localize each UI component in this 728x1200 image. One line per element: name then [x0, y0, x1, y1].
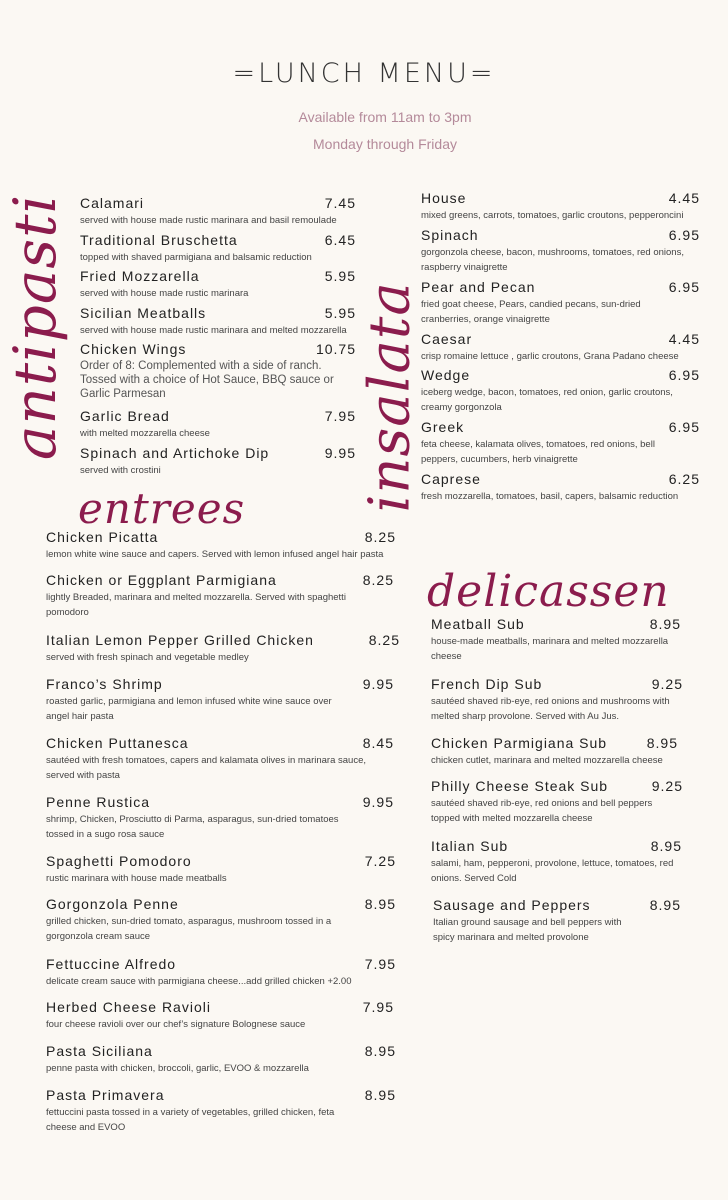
item-description: penne pasta with chicken, broccoli, garlic, EVOO & mozzarella: [46, 1063, 309, 1074]
item-price: 6.25: [668, 471, 700, 487]
item-name: Chicken Parmigiana Sub: [431, 735, 608, 751]
item-description: fried goat cheese, Pears, candied pecans, sun-dried cranberries, orange vinaigrette: [421, 299, 641, 325]
item-description: fresh mozzarella, tomatoes, basil, capers, balsamic reduction: [421, 491, 679, 502]
item-name: Caprese: [421, 471, 481, 487]
menu-item: [46, 999, 394, 1032]
item-name: Wedge: [421, 367, 471, 383]
item-price: 9.95: [362, 676, 394, 692]
item-description: delicate cream sauce with parmigiana cheese...add grilled chicken +2.00: [46, 976, 352, 987]
item-name: Greek: [421, 419, 465, 435]
menu-item: [80, 305, 356, 338]
item-price: 4.45: [668, 331, 700, 347]
item-description: served with crostini: [80, 465, 161, 476]
item-name: Chicken or Eggplant Parmigiana: [46, 572, 277, 588]
item-price: 6.95: [668, 279, 700, 295]
item-name: Pasta Siciliana: [46, 1043, 153, 1059]
menu-item: [431, 838, 682, 886]
item-description: topped with shaved parmigiana and balsamic reduction: [80, 252, 312, 263]
item-name: Philly Cheese Steak Sub: [431, 778, 609, 794]
item-description: gorgonzola cheese, bacon, mushrooms, tomatoes, red onions, raspberry vinaigrette: [421, 247, 684, 273]
menu-item: [46, 632, 400, 665]
item-price: 9.95: [362, 794, 394, 810]
item-price: 8.95: [364, 1087, 396, 1103]
menu-item: [80, 445, 356, 478]
menu-item: [80, 408, 356, 441]
menu-item: [421, 367, 700, 415]
item-name: Fettuccine Alfredo: [46, 956, 177, 972]
item-description: shrimp, Chicken, Prosciutto di Parma, asparagus, sun-dried tomatoes tossed in a sugo rosa sauce: [46, 814, 339, 840]
item-price: 8.95: [364, 1043, 396, 1059]
menu-item: [421, 190, 700, 223]
item-price: 10.75: [315, 341, 356, 357]
menu-item: [46, 794, 394, 842]
menu-item: [421, 331, 700, 364]
item-name: Calamari: [80, 195, 145, 211]
item-description: served with house made rustic marinara and basil remoulade: [80, 215, 337, 226]
item-price: 7.45: [324, 195, 356, 211]
item-price: 9.95: [324, 445, 356, 461]
menu-item: [421, 471, 700, 504]
menu-item: [46, 853, 396, 886]
item-name: Garlic Bread: [80, 408, 170, 424]
item-description: lightly Breaded, marinara and melted mozzarella. Served with spaghetti pomodoro: [46, 592, 346, 618]
item-price: 8.95: [649, 616, 681, 632]
item-description: chicken cutlet, marinara and melted mozzarella cheese: [431, 755, 663, 766]
item-name: House: [421, 190, 467, 206]
item-description: sautéed with fresh tomatoes, capers and kalamata olives in marinara sauce, served with pasta: [46, 755, 366, 781]
item-name: Meatball Sub: [431, 616, 525, 632]
item-description: fettuccini pasta tossed in a variety of vegetables, grilled chicken, feta cheese and EVOO: [46, 1107, 335, 1133]
menu-item: [46, 735, 394, 783]
item-description: Order of 8: Complemented with a side of ranch. Tossed with a choice of Hot Sauce, BBQ sauce or Garlic Parmesan: [80, 360, 334, 400]
item-name: Franco’s Shrimp: [46, 676, 163, 692]
item-price: 6.95: [668, 367, 700, 383]
menu-item: [431, 676, 683, 724]
item-name: Chicken Picatta: [46, 529, 159, 545]
item-name: Spinach: [421, 227, 479, 243]
item-name: Italian Sub: [431, 838, 509, 854]
item-price: 9.25: [651, 778, 683, 794]
item-description: feta cheese, kalamata olives, tomatoes, red onions, bell peppers, cucumbers, herb vinaigrette: [421, 439, 655, 465]
item-price: 8.45: [362, 735, 394, 751]
item-description: served with house made rustic marinara: [80, 288, 249, 299]
item-description: served with fresh spinach and vegetable medley: [46, 652, 249, 663]
menu-item: [431, 735, 678, 768]
item-name: Herbed Cheese Ravioli: [46, 999, 211, 1015]
item-price: 6.95: [668, 227, 700, 243]
item-name: Spinach and Artichoke Dip: [80, 445, 270, 461]
item-name: Italian Lemon Pepper Grilled Chicken: [46, 632, 314, 648]
menu-item: [46, 896, 396, 944]
item-description: iceberg wedge, bacon, tomatoes, red onion, garlic croutons, creamy gorgonzola: [421, 387, 673, 413]
item-description: house-made meatballs, marinara and melted mozzarella cheese: [431, 636, 669, 662]
section-heading-antipasti: antipasti: [1, 193, 69, 461]
section-heading-entrees: entrees: [78, 484, 246, 533]
item-name: French Dip Sub: [431, 676, 543, 692]
item-price: 8.95: [649, 897, 681, 913]
menu-item: [46, 572, 394, 620]
menu-item: [80, 195, 356, 228]
menu-item: [46, 1087, 396, 1135]
item-price: 5.95: [324, 268, 356, 284]
item-name: Chicken Wings: [80, 341, 187, 357]
menu-item: [46, 529, 396, 562]
menu-item: [421, 279, 700, 327]
menu-item: [80, 268, 356, 301]
item-name: Sausage and Peppers: [433, 897, 591, 913]
availability-hours: Available from 11am to 3pm: [298, 109, 472, 125]
item-name: Pasta Primavera: [46, 1087, 165, 1103]
item-price: 6.45: [324, 232, 356, 248]
menu-item: [431, 616, 681, 664]
item-name: Traditional Bruschetta: [80, 232, 238, 248]
item-name: Sicilian Meatballs: [80, 305, 207, 321]
item-price: 8.95: [364, 896, 396, 912]
item-description: served with house made rustic marinara and melted mozzarella: [80, 325, 347, 336]
availability-days: Monday through Friday: [313, 136, 457, 152]
section-heading-insalata: insalata: [357, 281, 423, 513]
menu-item: [80, 341, 356, 401]
item-price: 6.95: [668, 419, 700, 435]
item-price: 9.25: [651, 676, 683, 692]
item-description: four cheese ravioli over our chef’s signature Bolognese sauce: [46, 1019, 306, 1030]
menu-item: [80, 232, 356, 265]
menu-item: [46, 1043, 396, 1076]
item-description: crisp romaine lettuce , garlic croutons, Grana Padano cheese: [421, 351, 679, 362]
item-description: lemon white wine sauce and capers. Served with lemon infused angel hair pasta: [46, 549, 384, 560]
item-description: with melted mozzarella cheese: [80, 428, 210, 439]
item-description: Italian ground sausage and bell peppers with spicy marinara and melted provolone: [433, 917, 622, 943]
item-price: 7.95: [362, 999, 394, 1015]
menu-item: [431, 778, 683, 826]
item-description: mixed greens, carrots, tomatoes, garlic croutons, pepperoncini: [421, 210, 684, 221]
item-price: 5.95: [324, 305, 356, 321]
item-price: 8.25: [368, 632, 400, 648]
item-price: 8.25: [364, 529, 396, 545]
item-price: 7.95: [324, 408, 356, 424]
menu-item: [46, 676, 394, 724]
menu-item: [46, 956, 396, 989]
item-price: 4.45: [668, 190, 700, 206]
item-name: Fried Mozzarella: [80, 268, 200, 284]
item-name: Gorgonzola Penne: [46, 896, 179, 912]
menu-title: =LUNCH MENU=: [232, 58, 496, 89]
item-price: 8.95: [646, 735, 678, 751]
item-description: sautéed shaved rib-eye, red onions and mushrooms with melted sharp provolone. Served with Au Jus.: [431, 696, 670, 722]
item-name: Chicken Puttanesca: [46, 735, 189, 751]
item-name: Caesar: [421, 331, 473, 347]
menu-item: [421, 419, 700, 467]
menu-item: [433, 897, 681, 945]
menu-item: [421, 227, 700, 275]
item-name: Pear and Pecan: [421, 279, 536, 295]
item-description: rustic marinara with house made meatballs: [46, 873, 227, 884]
item-price: 8.25: [362, 572, 394, 588]
section-heading-delicassen: delicassen: [427, 566, 670, 617]
item-description: salami, ham, pepperoni, provolone, lettuce, tomatoes, red onions. Served Cold: [431, 858, 674, 884]
item-name: Spaghetti Pomodoro: [46, 853, 192, 869]
item-description: grilled chicken, sun-dried tomato, asparagus, mushroom tossed in a gorgonzola cream sauce: [46, 916, 332, 942]
item-price: 8.95: [650, 838, 682, 854]
item-price: 7.95: [364, 956, 396, 972]
item-price: 7.25: [364, 853, 396, 869]
item-name: Penne Rustica: [46, 794, 151, 810]
item-description: sautéed shaved rib-eye, red onions and bell peppers topped with melted mozzarella cheese: [431, 798, 653, 824]
item-description: roasted garlic, parmigiana and lemon infused white wine sauce over angel hair pasta: [46, 696, 332, 722]
